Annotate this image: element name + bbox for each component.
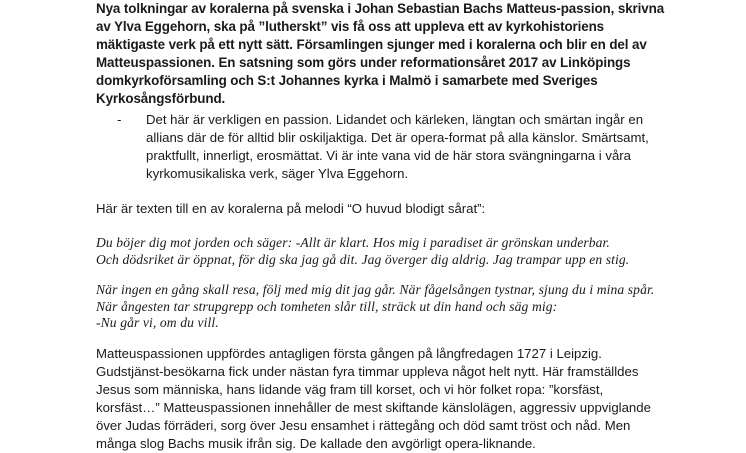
lead-paragraph: Nya tolkningar av koralerna på svenska i Johan Sebastian Bachs Matteus-passion, skrivna av Ylva Eggehorn, ska på ”lutherskt” vis få oss att uppleva ett av kyrkohistoriens mäktigaste verk på ett nytt sätt. Församlingen sjunger med i koralerna och blir en del av Matteuspassionen. En satsning som görs under reformationsåret 2017 av Linköpings domkyrkoförsamling och S:t Johannes kyrka i Malmö i samarbete med Sveriges Kyrkosångsförbund.: [96, 1, 665, 106]
verse-stanza-2: [96, 282, 666, 332]
verse-line: Du böjer dig mot jorden och säger: -Allt är klart. Hos mig i paradiset är grönskan underbar.: [96, 235, 610, 250]
quote-list-item: [96, 111, 666, 183]
list-bullet: -: [117, 112, 122, 127]
body-paragraph: Matteuspassionen uppfördes antagligen första gången på långfredagen 1727 i Leipzig. Gudstjänst-besökarna fick under nästan fyra timmar uppleva något helt nytt. Här framställdes Jesus som människa, hans lidande väg fram till korset, och vi hör folket ropa: ”korsfäst, korsfäst…” Matteuspassionen innehåller de mest skiftande känslolägen, aggressiv uppviglande över Judas förräderi, sorg över Jesu ensamhet i rättegång och död samt tröst och nåd. Men många slog Bachs musik ifrån sig. De kallade den avgörligt opera-liknande.: [96, 346, 651, 451]
verse-intro-line: Här är texten till en av koralerna på melodi “O huvud blodigt sårat”:: [96, 201, 486, 216]
verse-line: När ingen en gång skall resa, följ med mig dit jag går. När fågelsången tystnar, sjung du i mina spår.: [96, 282, 655, 297]
verse-stanza-1: [96, 235, 666, 268]
quote-text: Det här är verkligen en passion. Lidandet och kärleken, längtan och smärtan ingår en allians där de för alltid blir oskiljaktiga. Det är opera-format på alla känslor. Smärtsamt, praktfullt, innerligt, erosmättat. Vi är inte vana vid de här stora svängningarna i våra kyrkomusikaliska verk, säger Ylva Eggehorn.: [146, 112, 649, 181]
verse-line: När ångesten tar strupgrepp och tomheten slår till, sträck ut din hand och säg mig:: [96, 298, 558, 314]
verse-line: -Nu går vi, om du vill.: [96, 315, 219, 330]
verse-line: Och dödsriket är öppnat, för dig ska jag gå dit. Jag överger dig aldrig. Jag trampar upp en stig.: [96, 251, 630, 267]
